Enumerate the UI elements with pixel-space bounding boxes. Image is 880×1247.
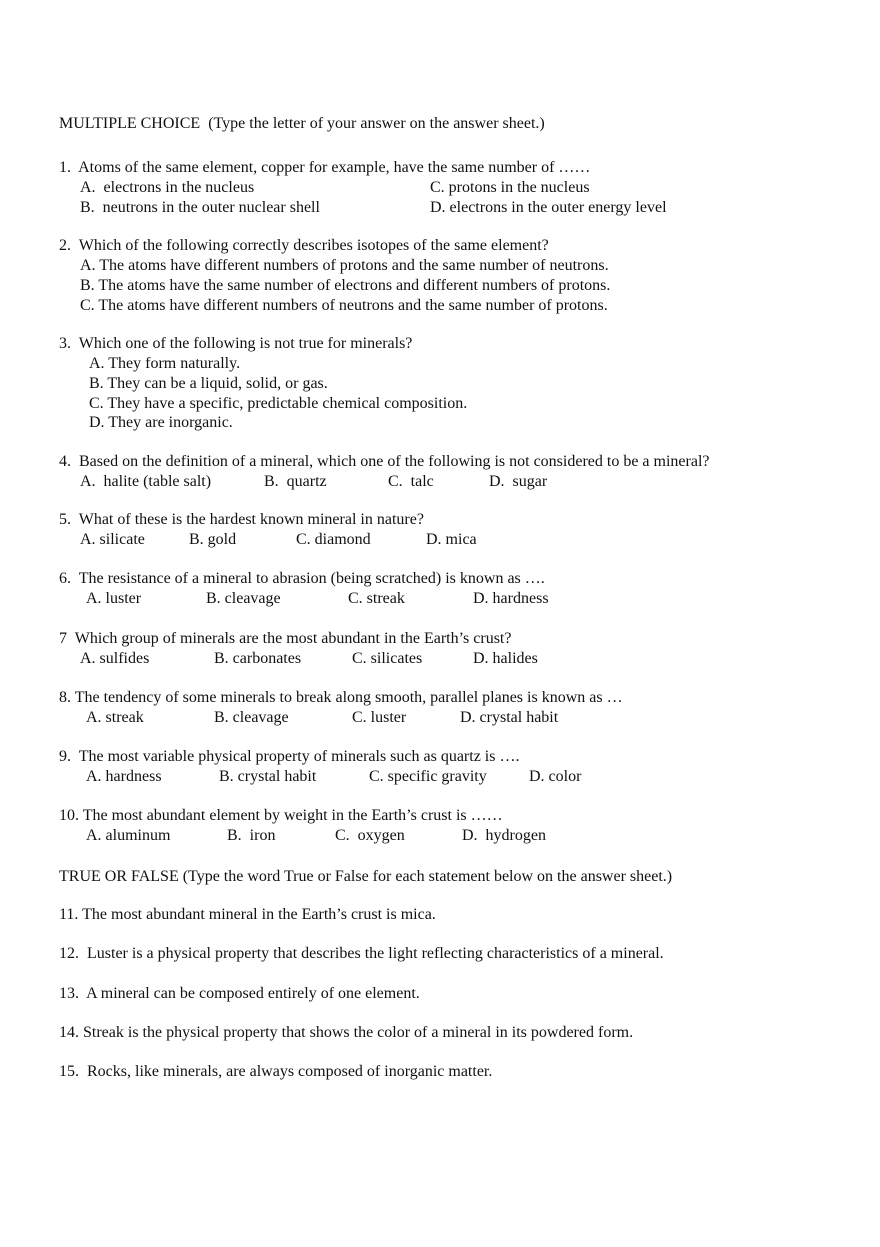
option-a: A. hardness [86,768,162,785]
option-c: C. talc [388,473,434,490]
option-c: C. diamond [296,531,371,548]
option-b: B. The atoms have the same number of electrons and different numbers of protons. [80,277,611,294]
option-d: D. color [529,768,582,785]
option-c: C. The atoms have different numbers of neutrons and the same number of protons. [80,297,608,314]
question-stem: 7 Which group of minerals are the most abundant in the Earth’s crust? [59,630,512,647]
option-a: A. They form naturally. [89,355,241,372]
option-b: B. carbonates [214,650,302,667]
tf-statement-11: 11. The most abundant mineral in the Earth’s crust is mica. [59,906,436,923]
option-d: D. sugar [489,473,548,490]
true-false-heading: TRUE OR FALSE (Type the word True or False for each statement below on the answer sheet.) [59,868,673,885]
option-a: A. sulfides [80,650,150,667]
option-b: B. They can be a liquid, solid, or gas. [89,375,328,392]
option-c: C. oxygen [335,827,405,844]
option-c: C. streak [348,590,405,607]
question-stem: 9. The most variable physical property of minerals such as quartz is …. [59,748,520,765]
option-a: A. luster [86,590,142,607]
option-b: B. quartz [264,473,327,490]
question-stem: 8. The tendency of some minerals to break along smooth, parallel planes is known as … [59,689,623,706]
option-c: C. specific gravity [369,768,487,785]
option-a: A. silicate [80,531,145,548]
option-b: B. iron [227,827,276,844]
question-stem: 2. Which of the following correctly describes isotopes of the same element? [59,237,549,254]
multiple-choice-heading: MULTIPLE CHOICE (Type the letter of your answer on the answer sheet.) [59,115,545,132]
option-d: D. crystal habit [460,709,559,726]
option-c: C. They have a specific, predictable chemical composition. [89,395,468,412]
option-b: B. neutrons in the outer nuclear shell [80,199,320,216]
option-c: C. protons in the nucleus [430,179,590,196]
tf-statement-13: 13. A mineral can be composed entirely of one element. [59,985,420,1002]
option-a: A. aluminum [86,827,171,844]
option-d: D. mica [426,531,477,548]
option-d: D. electrons in the outer energy level [430,199,667,216]
question-stem: 10. The most abundant element by weight in the Earth’s crust is …… [59,807,503,824]
option-d: D. hardness [473,590,549,607]
tf-statement-15: 15. Rocks, like minerals, are always composed of inorganic matter. [59,1063,493,1080]
option-a: A. The atoms have different numbers of protons and the same number of neutrons. [80,257,609,274]
question-stem: 6. The resistance of a mineral to abrasion (being scratched) is known as …. [59,570,545,587]
question-stem: 1. Atoms of the same element, copper for example, have the same number of …… [59,159,591,176]
option-d: D. hydrogen [462,827,546,844]
option-b: B. crystal habit [219,768,317,785]
option-c: C. luster [352,709,407,726]
option-a: A. halite (table salt) [80,473,212,490]
option-d: D. halides [473,650,538,667]
option-a: A. streak [86,709,144,726]
option-c: C. silicates [352,650,423,667]
option-d: D. They are inorganic. [89,414,233,431]
tf-statement-14: 14. Streak is the physical property that shows the color of a mineral in its powdered form. [59,1024,634,1041]
question-stem: 4. Based on the definition of a mineral, which one of the following is not considered to be a mineral? [59,453,710,470]
tf-statement-12: 12. Luster is a physical property that describes the light reflecting characteristics of a mineral. [59,945,664,962]
option-b: B. cleavage [206,590,281,607]
option-a: A. electrons in the nucleus [80,179,255,196]
question-stem: 5. What of these is the hardest known mineral in nature? [59,511,424,528]
option-b: B. cleavage [214,709,289,726]
option-b: B. gold [189,531,237,548]
question-stem: 3. Which one of the following is not true for minerals? [59,335,413,352]
